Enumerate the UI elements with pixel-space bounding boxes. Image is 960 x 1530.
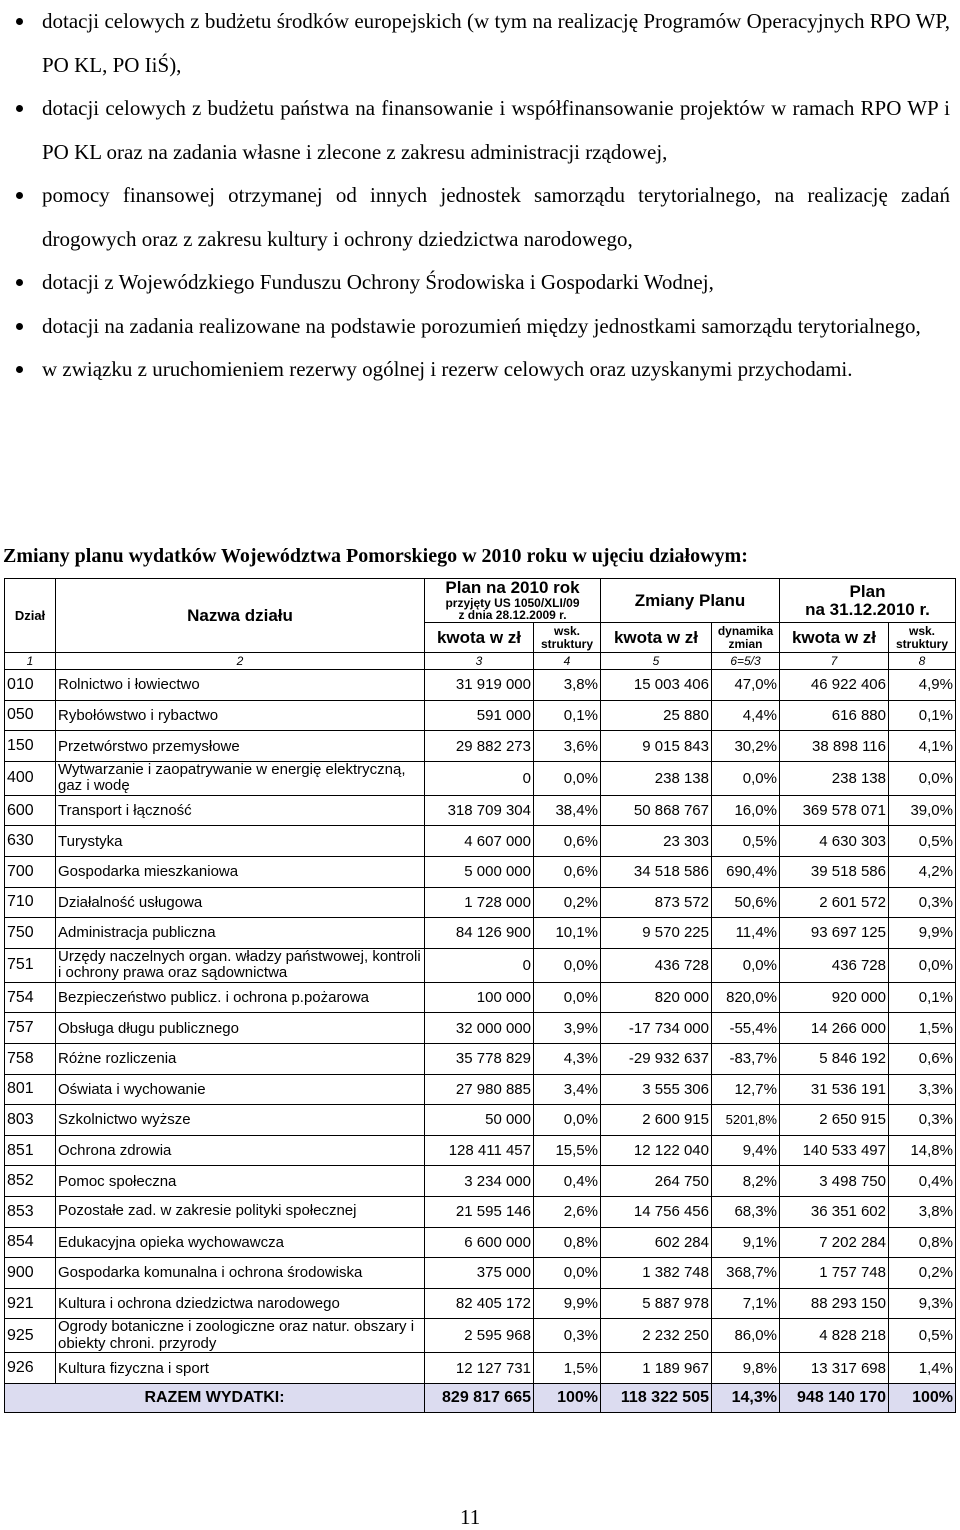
- column-number: 8: [889, 653, 956, 670]
- row-zmiany: 1 382 748: [601, 1258, 712, 1289]
- row-plan: 2 595 968: [425, 1319, 534, 1353]
- header-plan-end: [780, 579, 956, 623]
- row-code: 854: [5, 1227, 56, 1258]
- row-wsk-end: 39,0%: [889, 795, 956, 826]
- header-dyn-line1: dynamika: [717, 623, 774, 638]
- row-name: Działalność usługowa: [56, 887, 425, 918]
- header-zmiany: Zmiany Planu: [601, 579, 780, 623]
- row-wsk: 3,4%: [534, 1074, 601, 1105]
- row-plan-end: 39 518 586: [780, 857, 889, 888]
- row-wsk-end: 4,1%: [889, 731, 956, 762]
- row-dynamika: 30,2%: [712, 731, 780, 762]
- header-wsk-line1: wsk.: [908, 623, 935, 638]
- row-wsk: 0,2%: [534, 887, 601, 918]
- row-wsk-end: 9,9%: [889, 918, 956, 949]
- row-plan-end: 46 922 406: [780, 670, 889, 701]
- table-row: [5, 1013, 956, 1044]
- row-dynamika: 0,0%: [712, 948, 780, 982]
- column-number-row: [5, 653, 956, 670]
- row-plan: 6 600 000: [425, 1227, 534, 1258]
- row-wsk: 3,9%: [534, 1013, 601, 1044]
- column-number: 1: [5, 653, 56, 670]
- row-plan: 21 595 146: [425, 1196, 534, 1227]
- row-dynamika: -83,7%: [712, 1043, 780, 1074]
- row-zmiany: -29 932 637: [601, 1043, 712, 1074]
- bullet-item: w związku z uruchomieniem rezerwy ogólnej i rezerw celowych oraz uzyskanymi przychodami.: [0, 348, 960, 392]
- row-wsk: 9,9%: [534, 1288, 601, 1319]
- row-wsk-end: 3,3%: [889, 1074, 956, 1105]
- table-row: [5, 918, 956, 949]
- row-name: Bezpieczeństwo publicz. i ochrona p.pożarowa: [56, 982, 425, 1013]
- column-number: 7: [780, 653, 889, 670]
- row-name: Urzędy naczelnych organ. władzy państwowej, kontroli i ochrony prawa oraz sądownictwa: [56, 948, 425, 982]
- row-wsk-end: 0,4%: [889, 1166, 956, 1197]
- row-name: Rybołówstwo i rybactwo: [56, 700, 425, 731]
- row-plan: 375 000: [425, 1258, 534, 1289]
- row-dynamika: 690,4%: [712, 857, 780, 888]
- header-wsk-line2: struktury: [540, 636, 593, 651]
- row-plan: 84 126 900: [425, 918, 534, 949]
- row-wsk: 0,0%: [534, 1258, 601, 1289]
- row-wsk-end: 0,0%: [889, 948, 956, 982]
- row-plan-end: 1 757 748: [780, 1258, 889, 1289]
- row-wsk: 2,6%: [534, 1196, 601, 1227]
- total-zmiany: 118 322 505: [601, 1383, 712, 1412]
- row-wsk: 0,6%: [534, 826, 601, 857]
- row-code: 751: [5, 948, 56, 982]
- total-plan: 829 817 665: [425, 1383, 534, 1412]
- table-row: [5, 887, 956, 918]
- total-dynamika: 14,3%: [712, 1383, 780, 1412]
- row-code: 926: [5, 1353, 56, 1384]
- row-wsk-end: 0,3%: [889, 1105, 956, 1136]
- row-dynamika: 16,0%: [712, 795, 780, 826]
- row-zmiany: 873 572: [601, 887, 712, 918]
- row-name: Obsługa długu publicznego: [56, 1013, 425, 1044]
- table-row: [5, 670, 956, 701]
- header-kwota: kwota w zł: [601, 623, 712, 653]
- row-plan: 0: [425, 948, 534, 982]
- row-plan: 3 234 000: [425, 1166, 534, 1197]
- row-code: 921: [5, 1288, 56, 1319]
- row-name: Transport i łączność: [56, 795, 425, 826]
- table-caption: Zmiany planu wydatków Województwa Pomorskiego w 2010 roku w ujęciu działowym:: [3, 545, 748, 567]
- table-row: [5, 982, 956, 1013]
- header-kwota: kwota w zł: [780, 623, 889, 653]
- row-plan: 29 882 273: [425, 731, 534, 762]
- row-code: 400: [5, 761, 56, 795]
- row-wsk-end: 0,5%: [889, 826, 956, 857]
- header-nazwa: Nazwa działu: [56, 579, 425, 653]
- row-code: 150: [5, 731, 56, 762]
- row-name: Rolnictwo i łowiectwo: [56, 670, 425, 701]
- row-wsk-end: 0,0%: [889, 761, 956, 795]
- column-number: 3: [425, 653, 534, 670]
- row-dynamika: 9,4%: [712, 1135, 780, 1166]
- row-wsk-end: 3,8%: [889, 1196, 956, 1227]
- row-zmiany: 5 887 978: [601, 1288, 712, 1319]
- row-zmiany: 2 600 915: [601, 1105, 712, 1136]
- row-wsk: 10,1%: [534, 918, 601, 949]
- row-wsk: 0,0%: [534, 948, 601, 982]
- bullet-item: dotacji na zadania realizowane na podstawie porozumień między jednostkami samorządu terytorialnego,: [0, 305, 960, 349]
- row-plan-end: 436 728: [780, 948, 889, 982]
- row-plan-end: 7 202 284: [780, 1227, 889, 1258]
- row-plan-end: 140 533 497: [780, 1135, 889, 1166]
- row-wsk-end: 0,6%: [889, 1043, 956, 1074]
- row-dynamika: 50,6%: [712, 887, 780, 918]
- row-wsk-end: 0,2%: [889, 1258, 956, 1289]
- row-plan: 32 000 000: [425, 1013, 534, 1044]
- row-name: Oświata i wychowanie: [56, 1074, 425, 1105]
- row-zmiany: 50 868 767: [601, 795, 712, 826]
- row-code: 803: [5, 1105, 56, 1136]
- row-name: Ochrona zdrowia: [56, 1135, 425, 1166]
- table-row: [5, 731, 956, 762]
- row-wsk: 3,8%: [534, 670, 601, 701]
- row-wsk-end: 0,5%: [889, 1319, 956, 1353]
- page-number: 11: [460, 1505, 481, 1529]
- row-plan: 35 778 829: [425, 1043, 534, 1074]
- row-code: 750: [5, 918, 56, 949]
- row-code: 900: [5, 1258, 56, 1289]
- row-plan: 12 127 731: [425, 1353, 534, 1384]
- row-code: 853: [5, 1196, 56, 1227]
- row-name: Szkolnictwo wyższe: [56, 1105, 425, 1136]
- row-plan-end: 93 697 125: [780, 918, 889, 949]
- table-row: [5, 857, 956, 888]
- row-zmiany: 3 555 306: [601, 1074, 712, 1105]
- row-name: Ogrody botaniczne i zoologiczne oraz natur. obszary i obiekty chroni. przyrody: [56, 1319, 425, 1353]
- row-plan-end: 88 293 150: [780, 1288, 889, 1319]
- row-zmiany: 12 122 040: [601, 1135, 712, 1166]
- table-row: [5, 1353, 956, 1384]
- row-plan: 31 919 000: [425, 670, 534, 701]
- row-wsk: 38,4%: [534, 795, 601, 826]
- row-plan: 0: [425, 761, 534, 795]
- row-plan-end: 4 828 218: [780, 1319, 889, 1353]
- row-wsk: 15,5%: [534, 1135, 601, 1166]
- row-name: Kultura i ochrona dziedzictwa narodowego: [56, 1288, 425, 1319]
- row-zmiany: 14 756 456: [601, 1196, 712, 1227]
- table-row: [5, 1043, 956, 1074]
- row-zmiany: -17 734 000: [601, 1013, 712, 1044]
- row-wsk: 0,8%: [534, 1227, 601, 1258]
- row-code: 852: [5, 1166, 56, 1197]
- row-dynamika: 0,5%: [712, 826, 780, 857]
- row-code: 758: [5, 1043, 56, 1074]
- row-code: 801: [5, 1074, 56, 1105]
- row-dynamika: 0,0%: [712, 761, 780, 795]
- row-zmiany: 1 189 967: [601, 1353, 712, 1384]
- row-plan-end: 14 266 000: [780, 1013, 889, 1044]
- row-dynamika: 8,2%: [712, 1166, 780, 1197]
- row-zmiany: 15 003 406: [601, 670, 712, 701]
- row-wsk: 1,5%: [534, 1353, 601, 1384]
- row-wsk-end: 0,1%: [889, 982, 956, 1013]
- bullet-item: dotacji celowych z budżetu środków europejskich (w tym na realizację Programów Operacyjnych RPO WP, PO KL, PO IiŚ),: [0, 0, 960, 87]
- row-zmiany: 238 138: [601, 761, 712, 795]
- column-number: 2: [56, 653, 425, 670]
- total-label: RAZEM WYDATKI:: [5, 1383, 425, 1412]
- row-zmiany: 9 570 225: [601, 918, 712, 949]
- row-name: Gospodarka komunalna i ochrona środowiska: [56, 1258, 425, 1289]
- bullet-item: dotacji celowych z budżetu państwa na finansowanie i współfinansowanie projektów w ramach RPO WP i PO KL oraz na zadania własne i zlecone z zakresu administracji rządowej,: [0, 87, 960, 174]
- row-code: 630: [5, 826, 56, 857]
- header-wsk: [534, 623, 601, 653]
- row-code: 851: [5, 1135, 56, 1166]
- row-plan-end: 36 351 602: [780, 1196, 889, 1227]
- column-number: 4: [534, 653, 601, 670]
- row-code: 600: [5, 795, 56, 826]
- row-name: Wytwarzanie i zaopatrywanie w energię elektryczną, gaz i wodę: [56, 761, 425, 795]
- row-wsk: 0,0%: [534, 982, 601, 1013]
- row-plan-end: 13 317 698: [780, 1353, 889, 1384]
- row-code: 050: [5, 700, 56, 731]
- row-wsk-end: 1,4%: [889, 1353, 956, 1384]
- row-wsk: 0,4%: [534, 1166, 601, 1197]
- row-wsk-end: 0,1%: [889, 700, 956, 731]
- row-plan: 318 709 304: [425, 795, 534, 826]
- header-plan-2010-sub2: z dnia 28.12.2009 r.: [458, 608, 567, 623]
- row-wsk: 0,0%: [534, 761, 601, 795]
- column-number: 6=5/3: [712, 653, 780, 670]
- row-code: 925: [5, 1319, 56, 1353]
- row-zmiany: 820 000: [601, 982, 712, 1013]
- row-dynamika: 368,7%: [712, 1258, 780, 1289]
- row-plan-end: 38 898 116: [780, 731, 889, 762]
- row-dynamika: -55,4%: [712, 1013, 780, 1044]
- row-wsk: 0,6%: [534, 857, 601, 888]
- header-plan-end-title: Plan: [849, 581, 886, 601]
- table-row: [5, 1227, 956, 1258]
- table-row: [5, 700, 956, 731]
- header-plan-2010: [425, 579, 601, 623]
- table-row: [5, 1196, 956, 1227]
- row-zmiany: 34 518 586: [601, 857, 712, 888]
- row-wsk-end: 4,9%: [889, 670, 956, 701]
- header-wsk: [889, 623, 956, 653]
- row-plan-end: 616 880: [780, 700, 889, 731]
- row-name: Różne rozliczenia: [56, 1043, 425, 1074]
- row-zmiany: 2 232 250: [601, 1319, 712, 1353]
- row-name: Edukacyjna opieka wychowawcza: [56, 1227, 425, 1258]
- row-wsk-end: 9,3%: [889, 1288, 956, 1319]
- row-zmiany: 25 880: [601, 700, 712, 731]
- row-plan-end: 3 498 750: [780, 1166, 889, 1197]
- row-code: 710: [5, 887, 56, 918]
- header-wsk-line2: struktury: [895, 636, 948, 651]
- row-wsk: 3,6%: [534, 731, 601, 762]
- row-dynamika: 68,3%: [712, 1196, 780, 1227]
- row-dynamika: 86,0%: [712, 1319, 780, 1353]
- row-plan: 1 728 000: [425, 887, 534, 918]
- table-row: [5, 1135, 956, 1166]
- table-row: [5, 795, 956, 826]
- row-plan-end: 31 536 191: [780, 1074, 889, 1105]
- row-wsk: 4,3%: [534, 1043, 601, 1074]
- row-wsk: 0,3%: [534, 1319, 601, 1353]
- row-plan: 4 607 000: [425, 826, 534, 857]
- row-code: 757: [5, 1013, 56, 1044]
- row-plan-end: 238 138: [780, 761, 889, 795]
- row-zmiany: 9 015 843: [601, 731, 712, 762]
- total-wsk: 100%: [534, 1383, 601, 1412]
- row-plan-end: 2 650 915: [780, 1105, 889, 1136]
- row-plan: 82 405 172: [425, 1288, 534, 1319]
- row-name: Pozostałe zad. w zakresie polityki społecznej: [56, 1196, 425, 1227]
- row-wsk: 0,0%: [534, 1105, 601, 1136]
- row-name: Turystyka: [56, 826, 425, 857]
- header-dynamika: [712, 623, 780, 653]
- bullet-item: pomocy finansowej otrzymanej od innych jednostek samorządu terytorialnego, na realizację zadań drogowych oraz z zakresu kultury i ochrony dziedzictwa narodowego,: [0, 174, 960, 261]
- row-name: Gospodarka mieszkaniowa: [56, 857, 425, 888]
- row-zmiany: 23 303: [601, 826, 712, 857]
- table-body: [5, 670, 956, 1384]
- row-plan-end: 2 601 572: [780, 887, 889, 918]
- expenditure-table: [4, 578, 956, 1413]
- header-plan-2010-title: Plan na 2010 rok: [445, 578, 580, 597]
- row-dynamika: 4,4%: [712, 700, 780, 731]
- table-row: [5, 1319, 956, 1353]
- row-plan: 27 980 885: [425, 1074, 534, 1105]
- row-wsk-end: 4,2%: [889, 857, 956, 888]
- row-code: 700: [5, 857, 56, 888]
- row-code: 010: [5, 670, 56, 701]
- table-row: [5, 1074, 956, 1105]
- row-zmiany: 602 284: [601, 1227, 712, 1258]
- row-dynamika: 820,0%: [712, 982, 780, 1013]
- row-dynamika: 9,1%: [712, 1227, 780, 1258]
- row-wsk-end: 14,8%: [889, 1135, 956, 1166]
- row-plan-end: 4 630 303: [780, 826, 889, 857]
- row-name: Pomoc społeczna: [56, 1166, 425, 1197]
- row-wsk-end: 0,8%: [889, 1227, 956, 1258]
- row-wsk-end: 0,3%: [889, 887, 956, 918]
- table-row: [5, 948, 956, 982]
- row-name: Administracja publiczna: [56, 918, 425, 949]
- row-plan-end: 369 578 071: [780, 795, 889, 826]
- bullet-item: dotacji z Wojewódzkiego Funduszu Ochrony Środowiska i Gospodarki Wodnej,: [0, 261, 960, 305]
- total-plan-end: 948 140 170: [780, 1383, 889, 1412]
- row-dynamika: 9,8%: [712, 1353, 780, 1384]
- total-row: [5, 1383, 956, 1412]
- header-dzial: Dział: [5, 579, 56, 653]
- table-row: [5, 761, 956, 795]
- total-wsk-end: 100%: [889, 1383, 956, 1412]
- row-zmiany: 264 750: [601, 1166, 712, 1197]
- row-name: Przetwórstwo przemysłowe: [56, 731, 425, 762]
- header-dyn-line2: zmian: [728, 636, 763, 651]
- row-name: Kultura fizyczna i sport: [56, 1353, 425, 1384]
- row-wsk: 0,1%: [534, 700, 601, 731]
- header-kwota: kwota w zł: [425, 623, 534, 653]
- header-wsk-line1: wsk.: [553, 623, 580, 638]
- row-zmiany: 436 728: [601, 948, 712, 982]
- row-dynamika: 12,7%: [712, 1074, 780, 1105]
- column-number: 5: [601, 653, 712, 670]
- row-dynamika: 5201,8%: [712, 1105, 780, 1136]
- row-plan: 128 411 457: [425, 1135, 534, 1166]
- row-dynamika: 11,4%: [712, 918, 780, 949]
- header-plan-2010-sub1: przyjęty US 1050/XLI/09: [445, 595, 580, 610]
- row-plan-end: 5 846 192: [780, 1043, 889, 1074]
- bullet-list: [0, 0, 960, 392]
- row-code: 754: [5, 982, 56, 1013]
- row-plan: 5 000 000: [425, 857, 534, 888]
- row-plan-end: 920 000: [780, 982, 889, 1013]
- table-row: [5, 1105, 956, 1136]
- row-dynamika: 47,0%: [712, 670, 780, 701]
- row-plan: 50 000: [425, 1105, 534, 1136]
- table-row: [5, 826, 956, 857]
- row-plan: 591 000: [425, 700, 534, 731]
- table-row: [5, 1288, 956, 1319]
- header-plan-end-date: na 31.12.2010 r.: [805, 599, 930, 619]
- row-plan: 100 000: [425, 982, 534, 1013]
- table-row: [5, 1258, 956, 1289]
- row-wsk-end: 1,5%: [889, 1013, 956, 1044]
- row-dynamika: 7,1%: [712, 1288, 780, 1319]
- table-row: [5, 1166, 956, 1197]
